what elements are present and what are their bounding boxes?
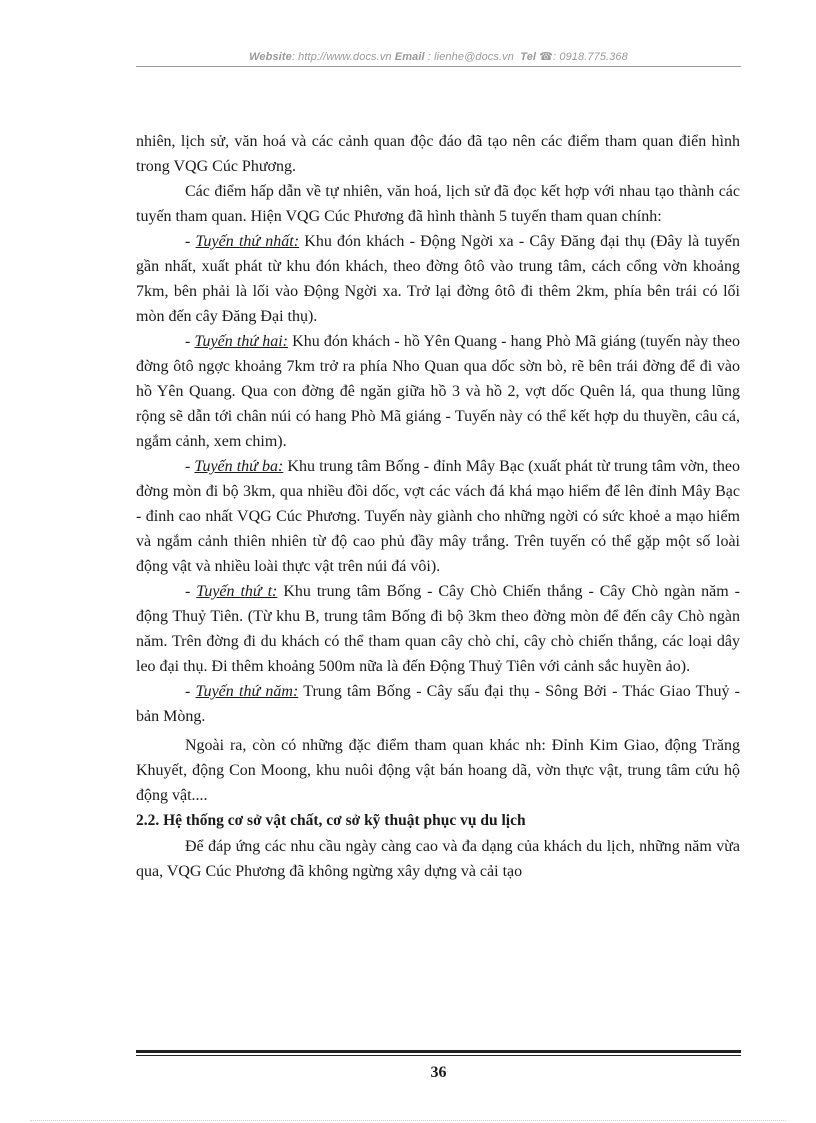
website-value: : http://www.docs.vn bbox=[291, 51, 392, 63]
route-5-name: Tuyến thứ năm: bbox=[195, 683, 299, 700]
route-5-text: Trung tâm Bống - Cây sấu đại thụ - Sông Bởi - Thác Giao Thuỷ - bản Mòng. bbox=[136, 683, 740, 725]
route-2-prefix: - bbox=[185, 333, 195, 350]
route-1-text: Khu đón khách - Động Ngời xa - Cây Đăng đại thụ (Đây là tuyến gần nhất, xuất phát từ khu đón khách, theo đờng ôtô vào trung tâm, cách cổng vờn khoảng 7km, bên phải là lối vào Động Ngời xa. Trở lại đờng ôtô đi thêm 2km, phía bên trái có lối mòn đến cây Đăng Đại thụ). bbox=[136, 233, 741, 325]
route-3-prefix: - bbox=[185, 458, 195, 475]
tel-label: Tel bbox=[520, 51, 537, 63]
page-bottom-border bbox=[30, 1120, 786, 1121]
header-divider bbox=[136, 66, 741, 67]
section-heading: 2.2. Hệ thống cơ sở vật chất, cơ sở kỹ thuật phục vụ du lịch bbox=[136, 812, 526, 829]
route-2-text: Khu đón khách - hồ Yên Quang - hang Phò Mã giáng (tuyến này theo đờng ôtô ngợc khoảng 7km trở ra phía Nho Quan qua dốc sờn bò, rẽ bên trái đờng để đi vào hồ Yên Quang. Qua con đờng đê ngăn giữa hồ 3 và hồ 2, vợt dốc Quên lá, qua thung lũng rộng sẽ dẫn tới chân núi có hang Phò Mã giáng - Tuyến này có thể kết hợp du thuyền, câu cá, ngắm cảnh, xem chim). bbox=[136, 333, 741, 450]
route-3-name: Tuyến thứ ba: bbox=[194, 458, 284, 475]
paragraph-other-attractions: Ngoài ra, còn có những đặc điểm tham quan khác nh: Đỉnh Kim Giao, động Trăng Khuyết, động Con Moong, khu nuôi động vật bán hoang dã, vờn thực vật, trung tâm cứu hộ động vật.... bbox=[136, 737, 740, 804]
route-1-name: Tuyến thứ nhất: bbox=[195, 233, 300, 250]
route-item-3 bbox=[136, 454, 740, 579]
page-number: 36 bbox=[430, 1064, 447, 1081]
paragraph-facilities: Để đáp ứng các nhu cầu ngày càng cao và đa dạng của khách du lịch, những năm vừa qua, VQG Cúc Phương đã không ngừng xây dựng và cải tạo bbox=[136, 838, 740, 880]
route-item-4 bbox=[136, 579, 740, 679]
email-value: : lienhe@docs.vn bbox=[424, 51, 514, 63]
route-item-2 bbox=[136, 329, 740, 454]
website-label: Website bbox=[249, 51, 292, 63]
document-body bbox=[136, 129, 740, 884]
paragraph-continuation: nhiên, lịch sử, văn hoá và các cảnh quan độc đáo đã tạo nên các điểm tham quan điển hình trong VQG Cúc Phương. bbox=[136, 133, 740, 175]
footer-divider-thin bbox=[136, 1055, 741, 1056]
route-4-text: Khu trung tâm Bống - Cây Chò Chiến thắng - Cây Chò ngàn năm - động Thuỷ Tiên. (Từ khu B, trung tâm Bống đi bộ 3km theo đờng mòn để đến cây Chò ngàn năm. Trên đờng đi du khách có thể tham quan cây chò chỉ, cây chò chiến thắng, các loại dây leo đại thụ. Đi thêm khoảng 500m nữa là đến Động Thuỷ Tiên với cảnh sắc huyền ảo). bbox=[136, 583, 741, 675]
route-5-prefix: - bbox=[185, 683, 196, 700]
email-label: Email bbox=[394, 51, 425, 63]
page-header bbox=[136, 50, 741, 63]
route-3-text: Khu trung tâm Bống - đỉnh Mây Bạc (xuất phát từ trung tâm vờn, theo đờng mòn đi bộ 3km, qua nhiều đồi dốc, vợt các vách đá khá mạo hiểm để lên đỉnh Mây Bạc - đỉnh cao nhất VQG Cúc Phương. Tuyến này giành cho những ngời có sức khoẻ a mạo hiểm và ngắm cảnh thiên nhiên từ độ cao phủ đầy mây trắng. Trên tuyến có thể gặp một số loài động vật và nhiều loài thực vật trên núi đá vôi). bbox=[136, 458, 741, 575]
route-item-1 bbox=[136, 229, 740, 329]
tel-value: : 0918.775.368 bbox=[553, 51, 628, 63]
paragraph-routes-intro: Các điểm hấp dẫn về tự nhiên, văn hoá, lịch sử đã đọc kết hợp với nhau tạo thành các tuyến tham quan. Hiện VQG Cúc Phương đã hình thành 5 tuyến tham quan chính: bbox=[136, 183, 740, 225]
route-4-name: Tuyến thứ t: bbox=[196, 583, 278, 600]
route-item-5 bbox=[136, 679, 740, 729]
route-1-prefix: - bbox=[185, 233, 196, 250]
footer-divider-thick bbox=[136, 1050, 741, 1053]
phone-icon: ☎ bbox=[539, 51, 554, 63]
route-4-prefix: - bbox=[185, 583, 197, 600]
route-2-name: Tuyến thứ hai: bbox=[194, 333, 288, 350]
